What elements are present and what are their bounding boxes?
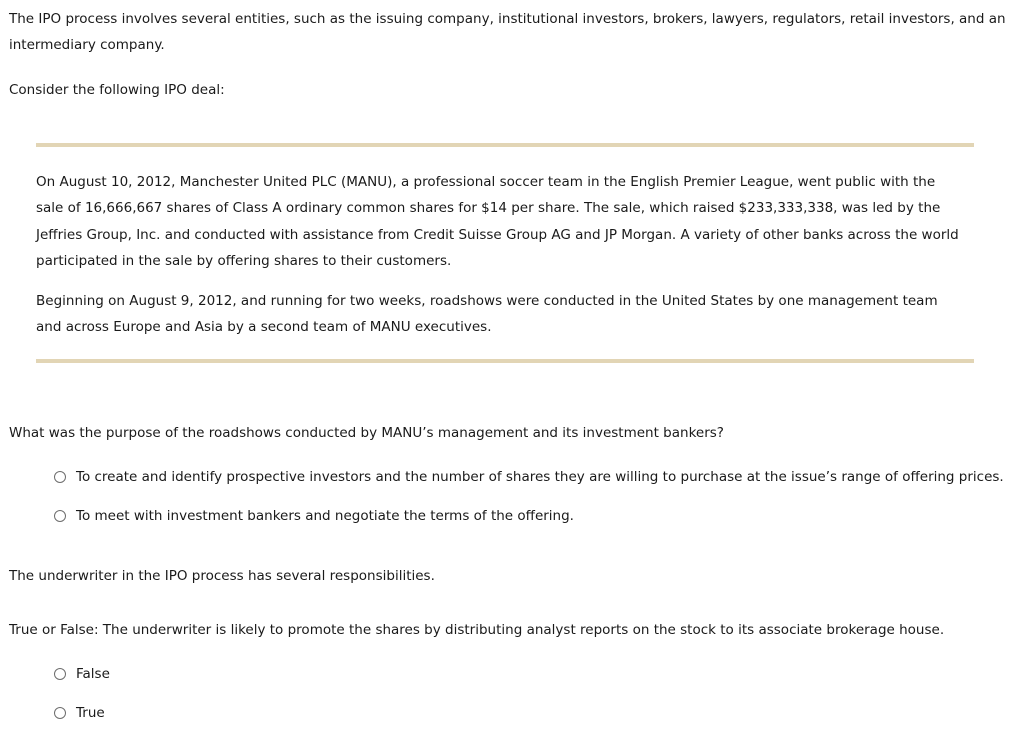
radio-button-icon[interactable] (54, 707, 66, 719)
question-2-option-false[interactable] (54, 663, 110, 685)
option-label: True (76, 705, 105, 721)
question-1-text: What was the purpose of the roadshows conducted by MANU’s management and its investment bankers? (9, 425, 724, 441)
question-1-option-b[interactable] (54, 505, 574, 527)
option-label: To create and identify prospective investors and the number of shares they are willing to purchase at the issue’s range of offering prices. (76, 469, 1004, 485)
option-label: False (76, 666, 110, 682)
option-label: To meet with investment bankers and negotiate the terms of the offering. (76, 508, 574, 524)
question-2-text: True or False: The underwriter is likely to promote the shares by distributing analyst reports on the stock to its associate brokerage house. (9, 622, 945, 638)
deal-bottom-divider (36, 359, 974, 363)
deal-top-divider (36, 143, 974, 147)
underwriter-statement: The underwriter in the IPO process has several responsibilities. (9, 568, 435, 584)
radio-button-icon[interactable] (54, 510, 66, 522)
consider-text: Consider the following IPO deal: (9, 82, 225, 98)
deal-paragraph-2: Beginning on August 9, 2012, and running for two weeks, roadshows were conducted in the United States by one management team and across Europe and Asia by a second team of MANU executives. (36, 293, 938, 336)
intro-text: The IPO process involves several entities, such as the issuing company, institutional investors, brokers, lawyers, regulators, retail investors, and an intermediary company. (9, 11, 1006, 53)
deal-paragraph-1: On August 10, 2012, Manchester United PLC (MANU), a professional soccer team in the English Premier League, went public with the sale of 16,666,667 shares of Class A ordinary common shares for $14 per share. The sale, which raised $233,333,338, was led by the Jeffries Group, Inc. and conducted with assistance from Credit Suisse Group AG and JP Morgan. A variety of other banks across the world participated in the sale by offering shares to their customers. (36, 174, 959, 270)
radio-button-icon[interactable] (54, 471, 66, 483)
question-1-option-a[interactable] (54, 466, 1004, 488)
question-2-option-true[interactable] (54, 702, 105, 724)
radio-button-icon[interactable] (54, 668, 66, 680)
